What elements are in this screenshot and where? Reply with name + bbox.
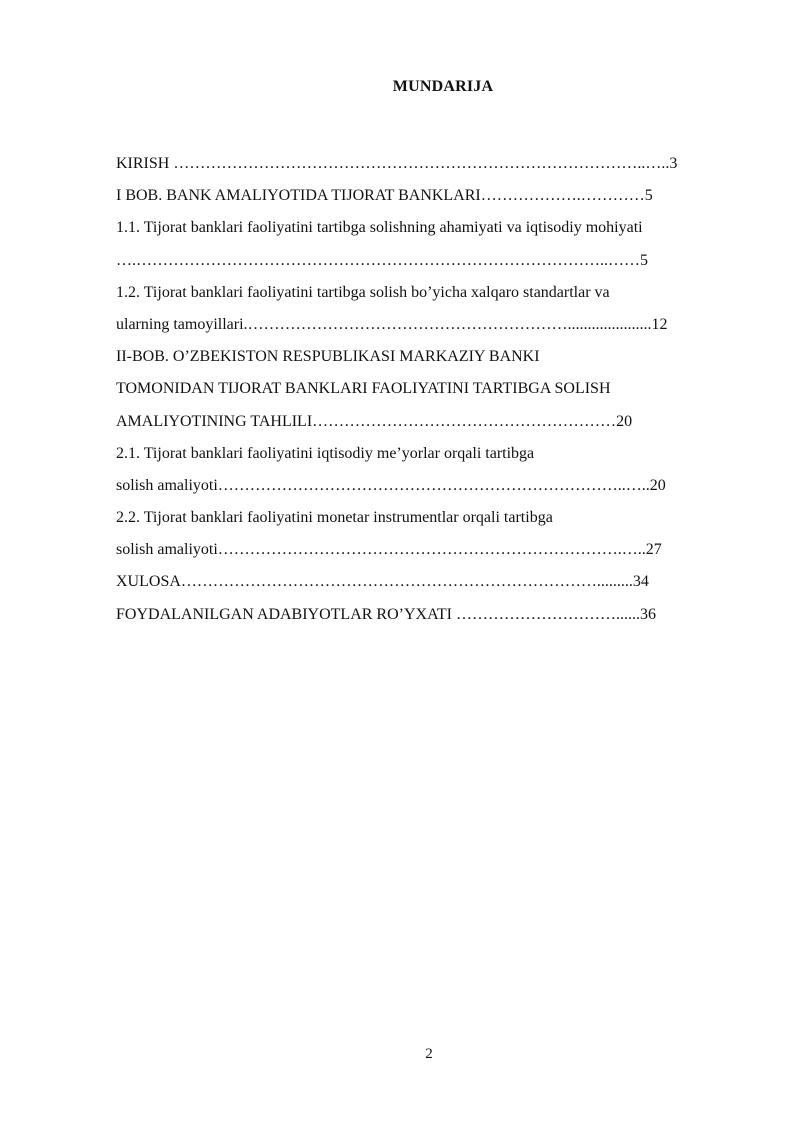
toc-line-section-1-1: 1.1. Tijorat banklari faoliyatini tartibga solishning ahamiyati va iqtisodiy mohiyati xyxy=(116,219,643,237)
toc-line-section-1-2-cont: ularning tamoyillari.…………………………………………………….....................12 xyxy=(116,315,668,333)
toc-line-section-2-2-cont: solish amaliyoti………………………………………………………………….…..27 xyxy=(116,541,662,559)
toc-line-chapter-2-cont: TOMONIDAN TIJORAT BANKLARI FAOLIYATINI TARTIBGA SOLISH xyxy=(116,380,611,398)
toc-line-section-1-2: 1.2. Tijorat banklari faoliyatini tartibga solish bo’yicha xalqaro standartlar va xyxy=(116,283,610,301)
toc-line-bibliography: FOYDALANILGAN ADABIYOTLAR RO’YXATI …………………………......36 xyxy=(116,605,656,623)
toc-line-kirish: KIRISH ……………………………………………………………………………..…..3 xyxy=(116,155,678,172)
toc-line-section-2-1-cont: solish amaliyoti…………………………………………………………………..…..20 xyxy=(116,476,666,494)
toc-line-section-2-1: 2.1. Tijorat banklari faoliyatini iqtisodiy me’yorlar orqali tartibga xyxy=(116,444,535,462)
toc-line-section-2-2: 2.2. Tijorat banklari faoliyatini monetar instrumentlar orqali tartibga xyxy=(116,509,553,527)
toc-line-chapter-2: II-BOB. O’ZBEKISTON RESPUBLIKASI MARKAZIY BANKI xyxy=(116,348,540,366)
toc-line-xulosa: XULOSA…………………………………………………………………….........34 xyxy=(116,573,649,591)
toc-line-chapter-1: I BOB. BANK AMALIYOTIDA TIJORAT BANKLARI……………….…………5 xyxy=(116,187,653,205)
toc-line-chapter-2-cont-2: AMALIYOTINING TAHLILI…………………………………………………20 xyxy=(116,412,633,430)
toc-line-section-1-1-cont: ….……………………………………………………………………………..……5 xyxy=(116,251,648,269)
page-title: MUNDARIJA xyxy=(392,78,494,95)
page-number: 2 xyxy=(425,1046,433,1062)
table-of-contents xyxy=(116,148,746,631)
